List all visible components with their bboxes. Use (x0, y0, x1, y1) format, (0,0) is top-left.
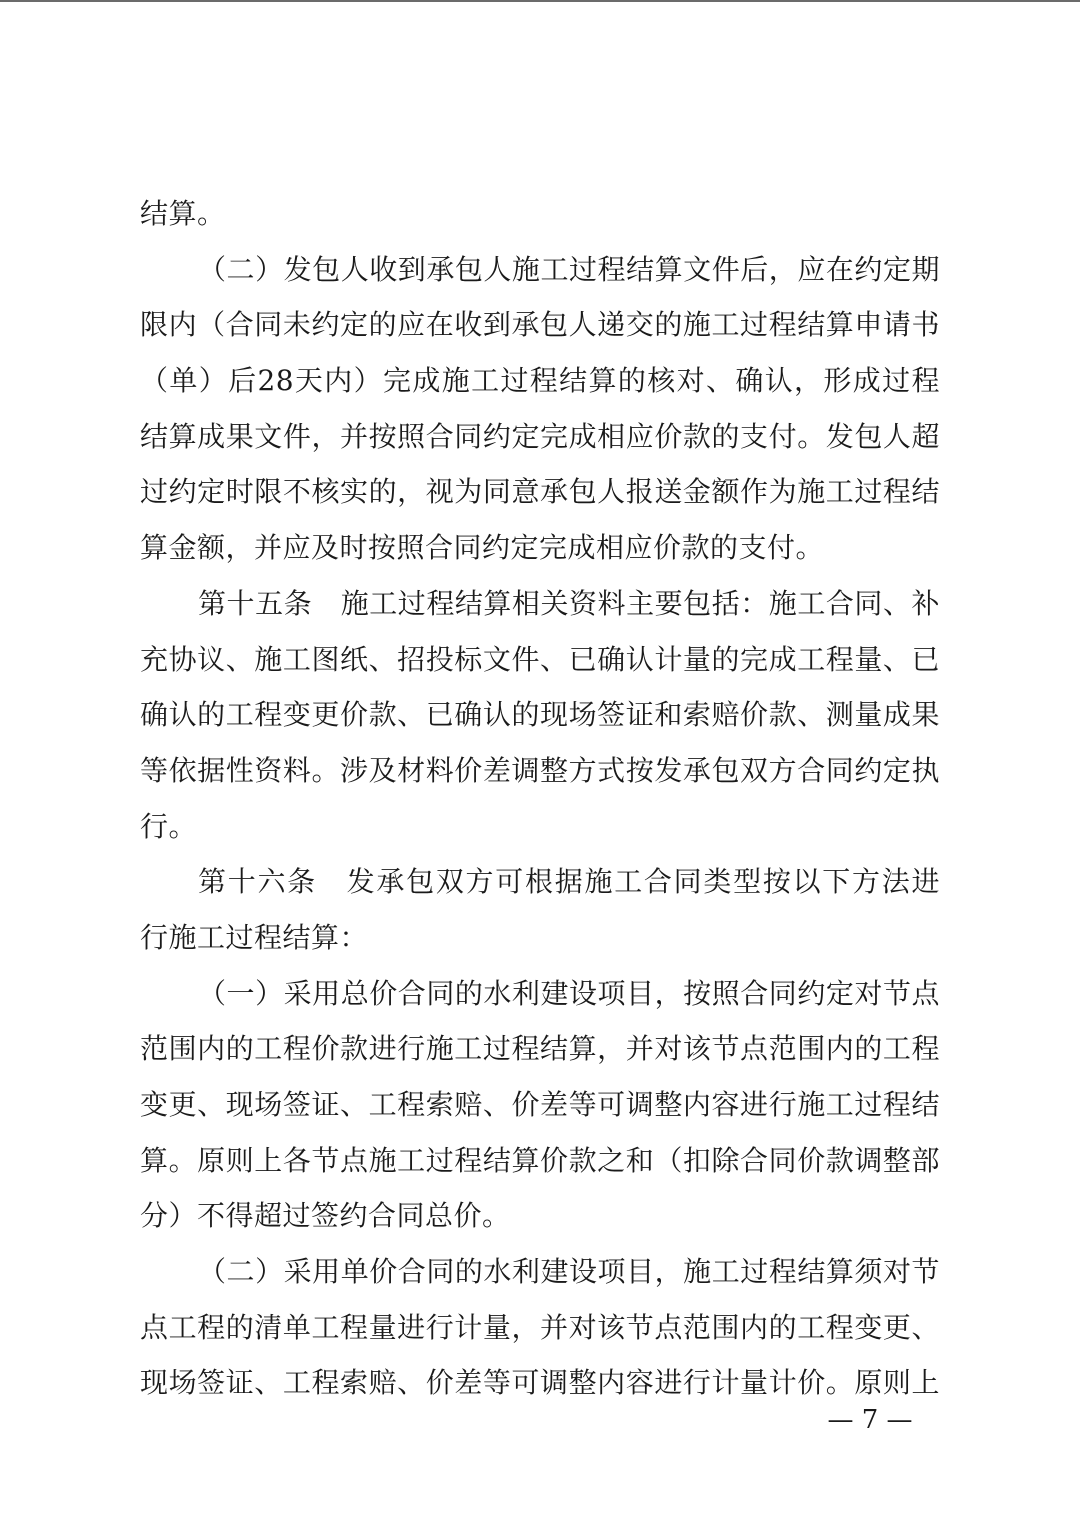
text-line-14: 行施工过程结算： (140, 920, 369, 954)
text-line-8: 第十五条 施工过程结算相关资料主要包括：施工合同、补 (198, 586, 940, 620)
page-number: — 7 — (827, 1405, 913, 1435)
text-line-17: 变更、现场签证、工程索赔、价差等可调整内容进行施工过程结 (140, 1088, 940, 1121)
text-line-19: 分）不得超过签约合同总价。 (140, 1199, 511, 1233)
text-line-21: 点工程的清单工程量进行计量，并对该节点范围内的工程变更、 (140, 1310, 940, 1344)
text-line-5: 结算成果文件，并按照合同约定完成相应价款的支付。发包人超 (140, 419, 940, 453)
text-line-11: 等依据性资料。涉及材料价差调整方式按发承包双方合同约定执 (140, 753, 940, 787)
text-line-15: （一）采用总价合同的水利建设项目，按照合同约定对节点 (198, 976, 940, 1010)
text-line-2: （二）发包人收到承包人施工过程结算文件后，应在约定期 (198, 252, 940, 286)
document-body (140, 186, 940, 1411)
text-line-7: 算金额，并应及时按照合同约定完成相应价款的支付。 (140, 531, 825, 565)
text-line-12: 行。 (140, 809, 198, 843)
text-line-1: 结算。 (140, 197, 226, 230)
text-line-3: 限内（合同未约定的应在收到承包人递交的施工过程结算申请书 (140, 308, 940, 342)
text-line-20: （二）采用单价合同的水利建设项目，施工过程结算须对节 (198, 1255, 940, 1289)
text-line-4: （单）后28天内）完成施工过程结算的核对、确认，形成过程 (140, 364, 940, 398)
text-line-13: 第十六条 发承包双方可根据施工合同类型按以下方法进 (198, 865, 940, 899)
text-line-16: 范围内的工程价款进行施工过程结算，并对该节点范围内的工程 (140, 1032, 940, 1066)
text-line-18: 算。原则上各节点施工过程结算价款之和（扣除合同价款调整部 (140, 1143, 940, 1177)
text-line-6: 过约定时限不核实的，视为同意承包人报送金额作为施工过程结 (140, 475, 940, 509)
top-border (0, 0, 1080, 2)
text-line-10: 确认的工程变更价款、已确认的现场签证和索赔价款、测量成果 (140, 698, 940, 732)
text-line-9: 充协议、施工图纸、招投标文件、已确认计量的完成工程量、已 (140, 642, 940, 676)
text-line-22: 现场签证、工程索赔、价差等可调整内容进行计量计价。原则上 (140, 1366, 940, 1400)
